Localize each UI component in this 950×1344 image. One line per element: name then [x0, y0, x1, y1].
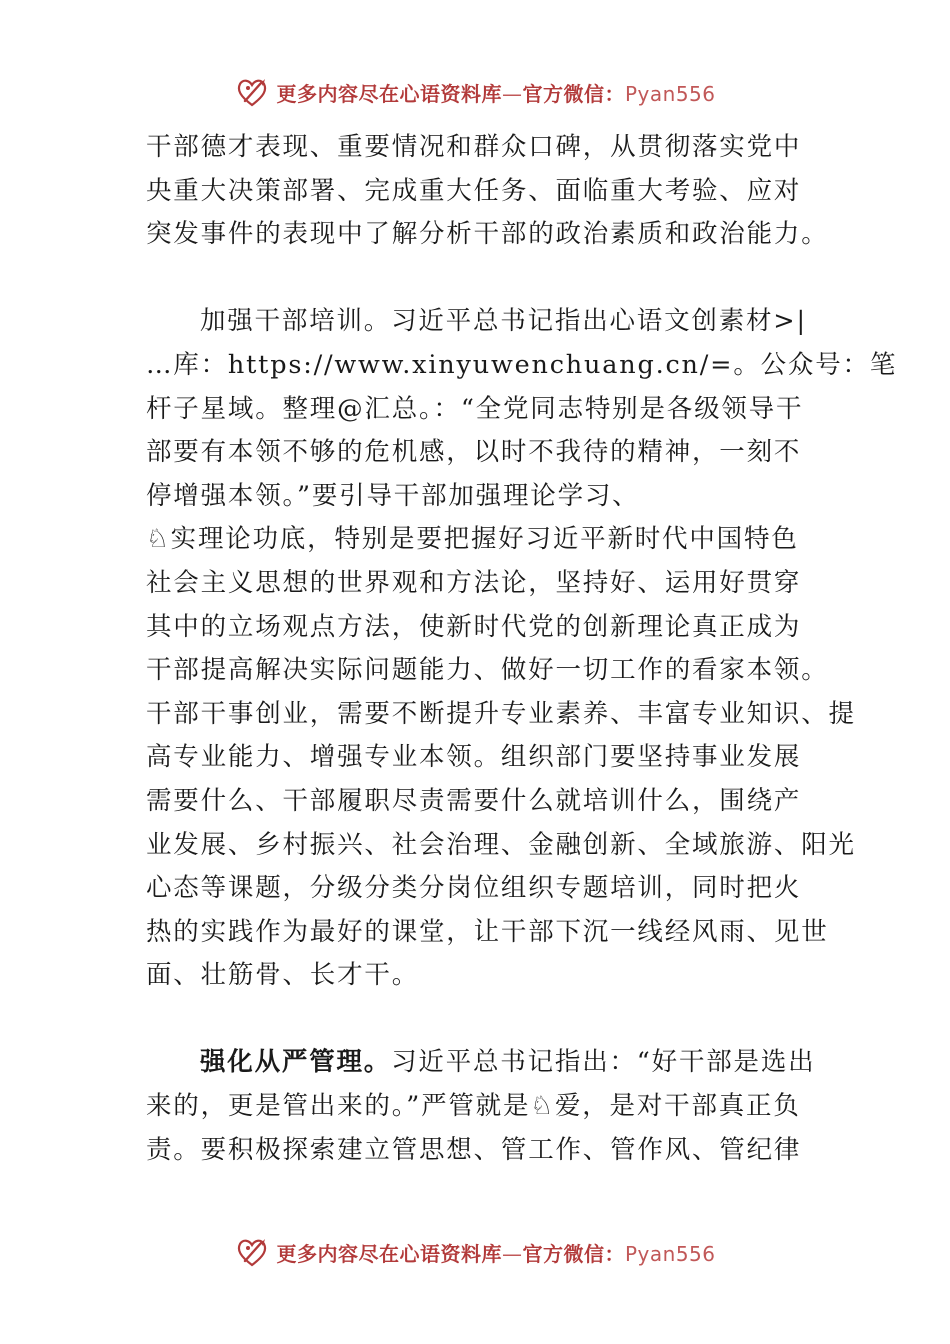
text-line: 业发展、乡村振兴、社会治理、金融创新、全域旅游、阳光 — [146, 829, 856, 860]
text-line: 其中的立场观点方法，使新时代党的创新理论真正成为 — [146, 611, 802, 642]
header-banner-text: 更多内容尽在心语资料库—官方微信：Pyan556 — [276, 81, 716, 106]
text-line: 干部干事创业，需要不断提升专业素养、丰富专业知识、提 — [146, 698, 856, 729]
text-line: ♘实理论功底，特别是要把握好习近平新时代中国特色 — [146, 524, 799, 555]
footer-banner-inner — [234, 1234, 715, 1270]
footer-banner-text: 更多内容尽在心语资料库—官方微信：Pyan556 — [276, 1241, 716, 1266]
text-line: 心态等课题，分级分类分岗位组织专题培训，同时把火 — [146, 873, 802, 904]
paragraph-spacer — [146, 998, 826, 1042]
text-line: 热的实践作为最好的课堂，让干部下沉一线经风雨、见世 — [146, 916, 829, 947]
paragraph-3 — [146, 1041, 826, 1172]
text-line: 央重大决策部署、完成重大任务、面临重大考验、应对 — [146, 175, 802, 206]
text-line: 来的，更是管出来的。”严管就是♘爱，是对干部真正负 — [146, 1091, 801, 1122]
document-body — [146, 126, 898, 1172]
heart-quill-icon — [234, 1234, 270, 1270]
text-line: …库：https://www.xinyuwenchuang.cn/=。公众号：笔 — [146, 349, 898, 380]
text-line: 干部提高解决实际问题能力、做好一切工作的看家本领。 — [146, 655, 829, 686]
text-line: 突发事件的表现中了解分析干部的政治素质和政治能力。 — [146, 219, 829, 250]
text-line: 部要有本领不够的危机感，以时不我待的精神，一刻不 — [146, 437, 802, 468]
text-line: 杆子星域。整理@汇总。：“全党同志特别是各级领导干 — [146, 393, 804, 424]
paragraph-3-first-rest: 习近平总书记指出：“好干部是选出 — [391, 1047, 816, 1078]
paragraph-2 — [146, 300, 898, 998]
section-heading: 强化从严管理。 — [200, 1047, 392, 1078]
text-line: 责。要积极探索建立管思想、管工作、管作风、管纪律 — [146, 1134, 802, 1165]
footer-banner — [0, 1230, 950, 1274]
text-line: 干部德才表现、重要情况和群众口碑，从贯彻落实党中 — [146, 132, 802, 162]
header-banner-inner — [234, 74, 715, 110]
text-line: 停增强本领。”要引导干部加强理论学习、 — [146, 480, 640, 511]
text-line: 高专业能力、增强专业本领。组织部门要坚持事业发展 — [146, 742, 802, 773]
header-banner — [0, 70, 950, 114]
text-line: 面、壮筋骨、长才干。 — [146, 960, 420, 991]
heart-quill-icon — [234, 74, 270, 110]
paragraph-1 — [146, 126, 829, 257]
text-line: 加强干部培训。习近平总书记指出心语文创素材>| — [200, 306, 807, 337]
text-line: 社会主义思想的世界观和方法论，坚持好、运用好贯穿 — [146, 567, 802, 598]
text-line: 需要什么、干部履职尽责需要什么就培训什么，围绕产 — [146, 785, 802, 816]
paragraph-spacer — [146, 257, 826, 301]
paragraph-3-first-line — [146, 1041, 826, 1085]
